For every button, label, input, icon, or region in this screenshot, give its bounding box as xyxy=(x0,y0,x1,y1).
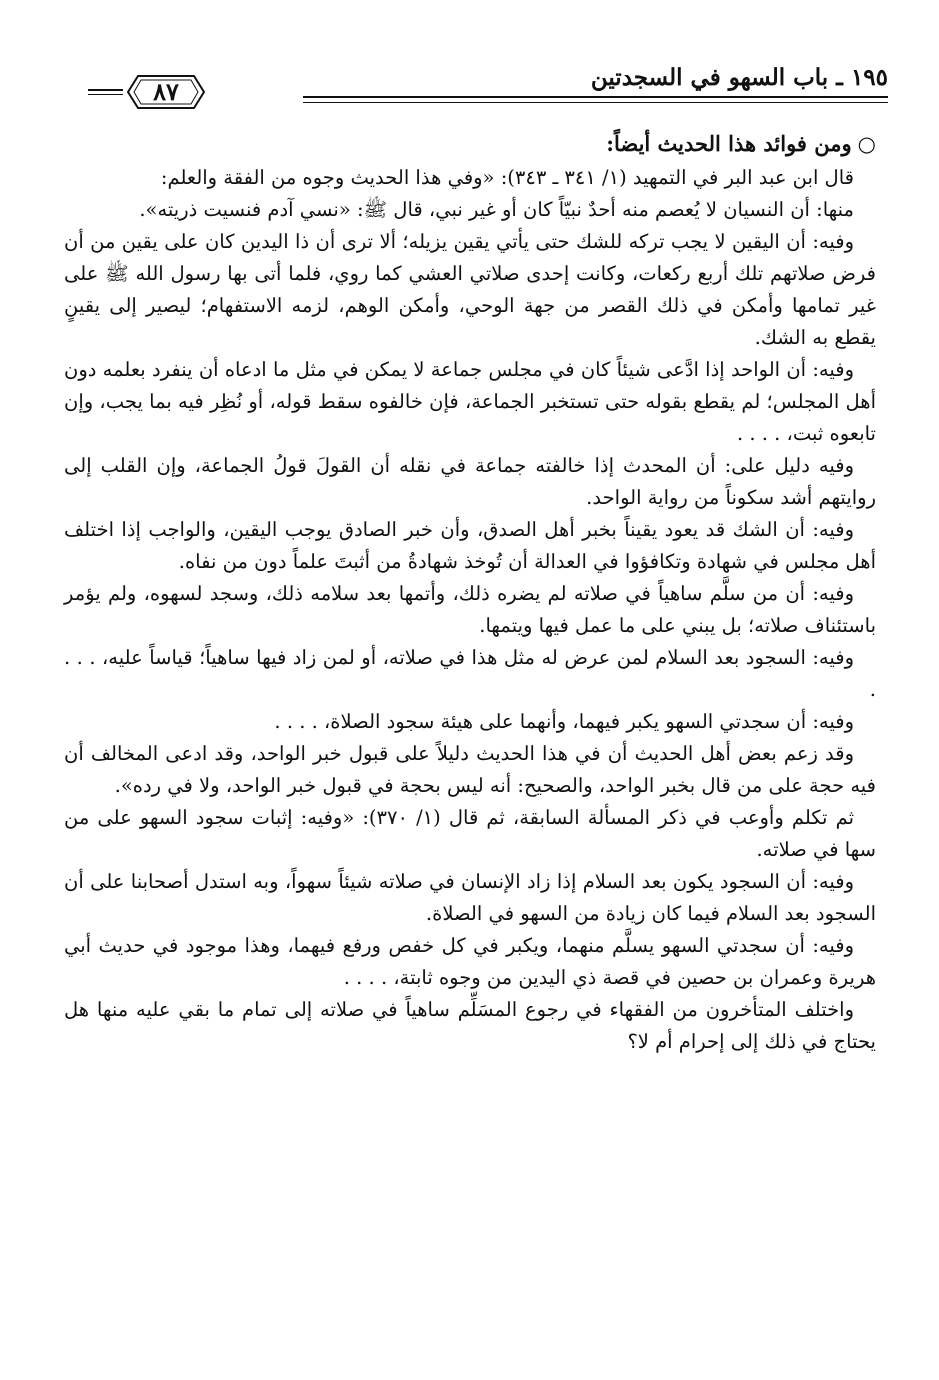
circle-bullet-icon: ○ xyxy=(857,132,876,156)
paragraph: وفيه: أن اليقين لا يجب تركه للشك حتى يأتي يقين يزيله؛ ألا ترى أن ذا اليدين كان على يقين من أن فرض صلاتهم تلك أربع ركعات، وكانت إحدى صلاتي العشي كما روي، فلما أتى بها رسول الله ﷺ على غير تمامها وأمكن في ذلك القصر من جهة الوحي، وأمكن الوهم، لزمه الاستفهام؛ ليصير إلى يقينٍ يقطع به الشك. xyxy=(64,230,876,349)
header-rule-thin xyxy=(303,102,888,103)
page-number-badge xyxy=(126,74,206,110)
paragraph: وفيه: أن سجدتي السهو يكبر فيهما، وأنهما على هيئة سجود الصلاة، . . . . xyxy=(274,710,854,733)
paragraph: وفيه: أن السجود يكون بعد السلام إذا زاد الإنسان في صلاته شيئاً سهواً، وبه استدل أصحابنا على أن السجود بعد السلام فيما كان زيادة من السهو في الصلاة. xyxy=(64,870,876,925)
page-body xyxy=(64,128,876,1058)
paragraph: وفيه: أن سجدتي السهو يسلَّم منهما، ويكبر في كل خفص ورفع فيهما، وهذا موجود في حديث أبي هريرة وعمران بن حصين في قصة ذي اليدين من وجوه ثابتة، . . . . xyxy=(64,934,876,989)
paragraph: واختلف المتأخرون من الفقهاء في رجوع المسَلِّم ساهياً في صلاته إلى تمام ما بقي عليه منها هل يحتاج في ذلك إلى إحرام أم لا؟ xyxy=(64,998,876,1053)
paragraph: ثم تكلم وأوعب في ذكر المسألة السابقة، ثم قال (١/ ٣٧٠): «وفيه: إثبات سجود السهو على من سها في صلاته. xyxy=(64,806,876,861)
chapter-title: ١٩٥ ـ باب السهو في السجدتين xyxy=(590,64,888,91)
paragraph: وفيه: أن الشك قد يعود يقيناً بخبر أهل الصدق، وأن خبر الصادق يوجب اليقين، والواجب إذا اختلف أهل مجلس في شهادة وتكافؤوا في العدالة أن تُوخذ شهادةُ من أثبتَ علماً دون من نفاه. xyxy=(64,518,876,573)
page-header xyxy=(88,56,888,114)
header-rule-left-thin xyxy=(88,94,123,95)
paragraph: وفيه دليل على: أن المحدث إذا خالفته جماعة في نقله أن القولَ قولُ الجماعة، وإن القلب إلى روايتهم أشد سكوناً من رواية الواحد. xyxy=(64,454,876,509)
paragraph: قال ابن عبد البر في التمهيد (١/ ٣٤١ ـ ٣٤٣): «وفي هذا الحديث وجوه من الفقة والعلم: xyxy=(160,166,854,189)
paragraph: منها: أن النسيان لا يُعصم منه أحدٌ نبيّاً كان أو غير نبي، قال ﷺ: «نسي آدم فنسيت ذريته». xyxy=(139,198,854,221)
paragraph: وفيه: أن من سلَّم ساهياً في صلاته لم يضره ذلك، وأتمها بعد سلامه ذلك، وسجد لسهوه، ولم يؤمر باستئناف صلاته؛ بل يبني على ما عمل فيها ويتمها. xyxy=(64,582,876,637)
paragraph: وفيه: أن الواحد إذا ادَّعى شيئاً كان في مجلس جماعة لا يمكن في مثل ما ادعاه أن ينفرد بعلمه دون أهل المجلس؛ لم يقطع بقوله حتى تستخبر الجماعة، فإن خالفوه سقط قوله، أو نُظِر فيه بما يجب، وإن تابعوه ثبت، . . . . xyxy=(64,358,876,445)
section-heading xyxy=(64,128,876,160)
section-heading-text: ومن فوائد هذا الحديث أيضاً: xyxy=(606,131,852,156)
paragraph: وقد زعم بعض أهل الحديث أن في هذا الحديث دليلاً على قبول خبر الواحد، وقد ادعى المخالف أن فيه حجة على من قال بخبر الواحد، والصحيح: أنه ليس بحجة في قبول خبر الواحد، ولا في رده». xyxy=(64,742,876,797)
paragraph: وفيه: السجود بعد السلام لمن عرض له مثل هذا في صلاته، أو لمن زاد فيها ساهياً؛ قياساً عليه، . . . . xyxy=(64,646,876,701)
page-number: ٨٧ xyxy=(153,77,179,106)
header-rule-left xyxy=(88,89,123,91)
header-rule xyxy=(303,96,888,98)
